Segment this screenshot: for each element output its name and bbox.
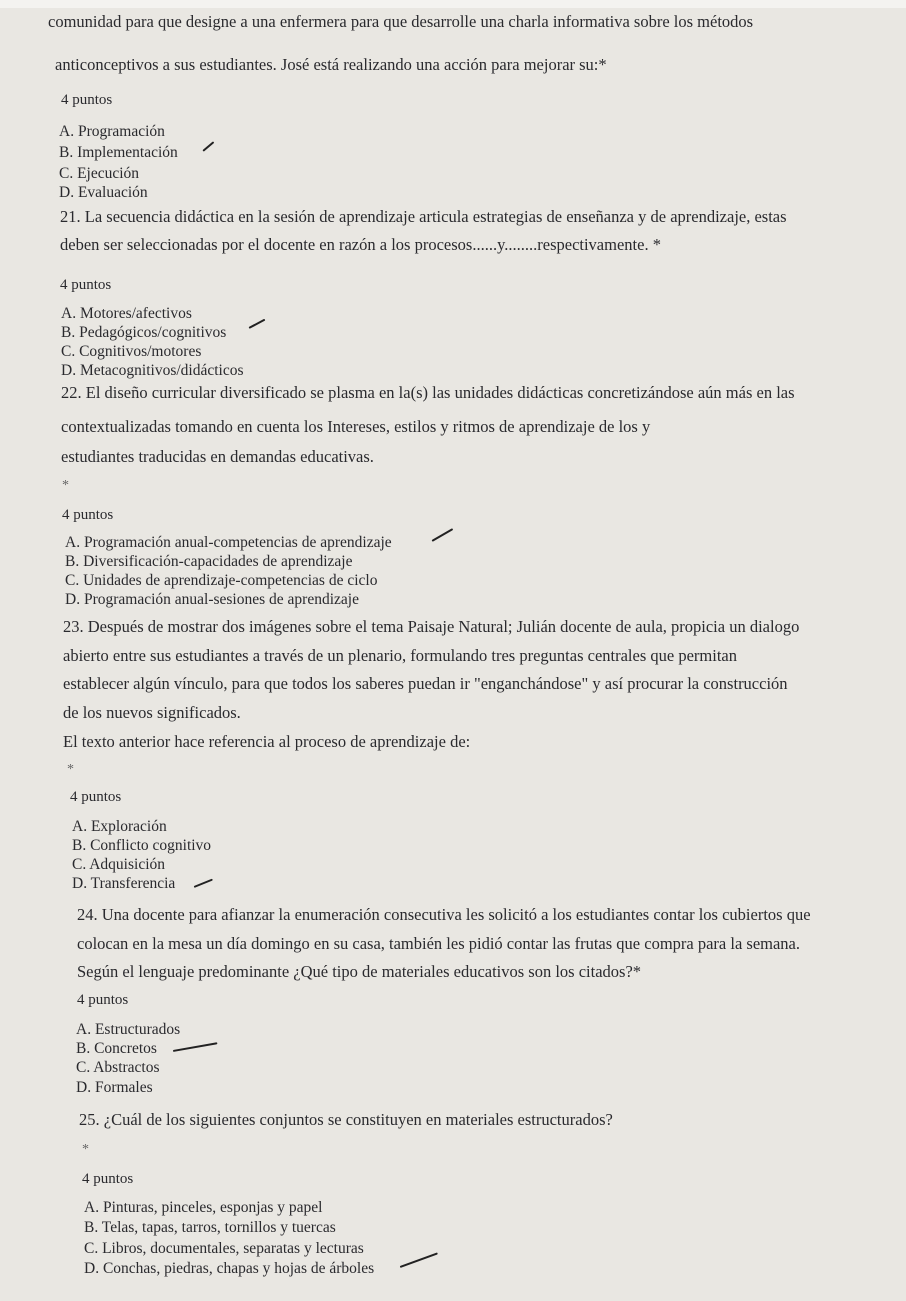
q21-option-a[interactable]: A. Motores/afectivos xyxy=(61,305,192,322)
q21-option-b[interactable]: B. Pedagógicos/cognitivos xyxy=(61,324,227,341)
q22-option-a[interactable]: A. Programación anual-competencias de aprendizaje xyxy=(65,534,392,551)
q24-text-line-1: 24. Una docente para afianzar la enumeración consecutiva les solicitó a los estudiantes contar los cubiertos que xyxy=(77,905,811,924)
q21-option-c[interactable]: C. Cognitivos/motores xyxy=(61,343,202,360)
q24-option-b[interactable]: B. Concretos xyxy=(76,1040,157,1057)
fragment-text-line-2: anticonceptivos a sus estudiantes. José está realizando una acción para mejorar su:* xyxy=(55,55,607,74)
fragment-text-line-1: comunidad para que designe a una enfermera para que desarrolle una charla informativa sobre los métodos xyxy=(48,12,754,31)
fragment-points: 4 puntos xyxy=(61,92,113,108)
q24-option-a[interactable]: A. Estructurados xyxy=(76,1021,181,1038)
q23-option-a[interactable]: A. Exploración xyxy=(72,818,167,835)
q23-option-c[interactable]: C. Adquisición xyxy=(72,856,166,873)
q22-option-b[interactable]: B. Diversificación-capacidades de aprendizaje xyxy=(65,553,353,570)
q25-points: 4 puntos xyxy=(82,1171,134,1187)
q24-text-line-2: colocan en la mesa un día domingo en su casa, también les pidió contar las frutas que compra para la semana. xyxy=(77,934,800,953)
q24-points: 4 puntos xyxy=(77,992,129,1008)
pen-check-mark-icon xyxy=(400,1252,438,1268)
q23-text-line-1: 23. Después de mostrar dos imágenes sobre el tema Paisaje Natural; Julián docente de aula, propicia un dialogo xyxy=(63,617,800,636)
pen-check-mark-icon xyxy=(249,319,266,329)
q21-text-line-2: deben ser seleccionadas por el docente en razón a los procesos......y........respectivamente. * xyxy=(60,235,661,254)
q25-option-d[interactable]: D. Conchas, piedras, chapas y hojas de árboles xyxy=(84,1260,375,1277)
q24-text-line-3: Según el lenguaje predominante ¿Qué tipo de materiales educativos son los citados?* xyxy=(77,962,642,981)
fragment-option-b[interactable]: B. Implementación xyxy=(59,144,178,161)
q25-text-line-1: 25. ¿Cuál de los siguientes conjuntos se constituyen en materiales estructurados? xyxy=(79,1110,613,1129)
q21-text-line-1: 21. La secuencia didáctica en la sesión de aprendizaje articula estrategias de enseñanza y de aprendizaje, estas xyxy=(60,207,787,226)
q23-text-line-2: abierto entre sus estudiantes a través de un plenario, formulando tres preguntas centrales que permitan xyxy=(63,646,737,665)
q23-option-d[interactable]: D. Transferencia xyxy=(72,875,176,892)
q24-option-d[interactable]: D. Formales xyxy=(76,1079,153,1096)
q25-option-c[interactable]: C. Libros, documentales, separatas y lecturas xyxy=(84,1240,364,1257)
q22-required-mark: * xyxy=(62,478,69,493)
q24-option-c[interactable]: C. Abstractos xyxy=(76,1059,160,1076)
q22-option-c[interactable]: C. Unidades de aprendizaje-competencias de ciclo xyxy=(65,572,378,589)
q22-text-line-3: estudiantes traducidas en demandas educativas. xyxy=(61,447,374,466)
q22-option-d[interactable]: D. Programación anual-sesiones de aprendizaje xyxy=(65,591,359,608)
fragment-option-c[interactable]: C. Ejecución xyxy=(59,165,140,182)
q22-text-line-1: 22. El diseño curricular diversificado se plasma en la(s) las unidades didácticas concretizándose aún más en las xyxy=(61,383,795,402)
q22-text-line-2: contextualizadas tomando en cuenta los Intereses, estilos y ritmos de aprendizaje de los y xyxy=(61,417,651,436)
q23-text-line-4: de los nuevos significados. xyxy=(63,703,241,722)
pen-check-mark-icon xyxy=(194,879,213,888)
q23-points: 4 puntos xyxy=(70,789,122,805)
q22-points: 4 puntos xyxy=(62,507,114,523)
q23-option-b[interactable]: B. Conflicto cognitivo xyxy=(72,837,212,854)
q25-option-a[interactable]: A. Pinturas, pinceles, esponjas y papel xyxy=(84,1199,323,1216)
q25-required-mark: * xyxy=(82,1142,89,1157)
q23-text-line-3: establecer algún vínculo, para que todos los saberes puedan ir "enganchándose" y así procurar la construcción xyxy=(63,674,788,693)
paper-edge xyxy=(0,0,906,8)
q23-text-line-5: El texto anterior hace referencia al proceso de aprendizaje de: xyxy=(63,732,471,751)
q21-points: 4 puntos xyxy=(60,277,112,293)
fragment-option-a[interactable]: A. Programación xyxy=(59,123,165,140)
q23-required-mark: * xyxy=(67,762,74,777)
pen-check-mark-icon xyxy=(173,1042,218,1052)
q21-option-d[interactable]: D. Metacognitivos/didácticos xyxy=(61,362,244,379)
pen-check-mark-icon xyxy=(432,528,454,542)
pen-check-mark-icon xyxy=(202,141,214,152)
fragment-option-d[interactable]: D. Evaluación xyxy=(59,184,148,201)
q25-option-b[interactable]: B. Telas, tapas, tarros, tornillos y tuercas xyxy=(84,1219,336,1236)
